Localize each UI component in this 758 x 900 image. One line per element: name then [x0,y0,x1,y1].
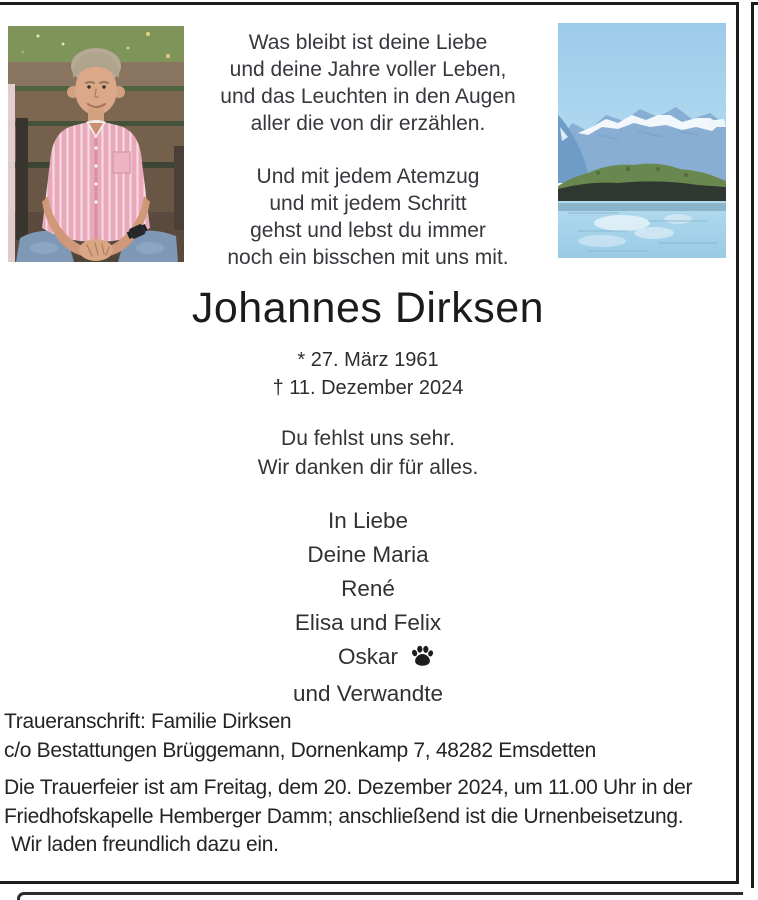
mourner-name: Oskar [337,644,398,669]
poem-line: noch ein bisschen mit uns mit. [227,246,509,269]
poem-line: und das Leuchten in den Augen [220,85,516,108]
paw-print-icon [410,643,434,677]
farewell-text [0,424,736,482]
poem-line: und mit jedem Schritt [269,192,467,215]
life-dates [0,346,736,402]
address-line: Traueranschrift: Familie Dirksen [4,710,292,733]
birth-date: * 27. März 1961 [297,349,439,371]
mourner-line: Elisa und Felix [294,610,442,635]
adjacent-notice-bottom-border [17,892,743,900]
poem-line: und deine Jahre voller Leben, [229,58,507,81]
poem-line: Und mit jedem Atemzug [256,165,480,188]
poem-line: Was bleibt ist deine Liebe [248,31,488,54]
mourner-line: und Verwandte [292,681,444,706]
adjacent-notice-right-border [751,2,758,888]
farewell-line: Du fehlst uns sehr. [281,427,455,450]
mourning-address [4,707,720,765]
poem-stanza-2 [0,163,736,271]
ceremony-line: Friedhofskapelle Hemberger Damm; anschließend ist die Urnenbeisetzung. [4,804,684,828]
deceased-name: Johannes Dirksen [191,284,545,332]
mourner-line-oskar [0,640,736,677]
death-date: † 11. Dezember 2024 [272,377,464,399]
mourner-line: In Liebe [327,508,409,533]
ceremony-info [4,774,720,860]
poem-line: aller die von dir erzählen. [250,112,486,135]
farewell-line: Wir danken dir für alles. [257,456,479,479]
ceremony-line: Wir laden freundlich dazu ein. [11,833,279,856]
memorial-poem [0,29,736,271]
mourner-line: Deine Maria [307,542,429,567]
poem-stanza-1 [0,29,736,137]
mourner-line: René [341,576,395,601]
ceremony-line: Die Trauerfeier ist am Freitag, dem 20. Dezember 2024, um 11.00 Uhr in der [4,776,693,799]
mourners-list [0,504,736,711]
address-line: c/o Bestattungen Brüggemann, Dornenkamp 7, 48282 Emsdetten [4,739,596,762]
poem-line: gehst und lebst du immer [250,219,486,242]
